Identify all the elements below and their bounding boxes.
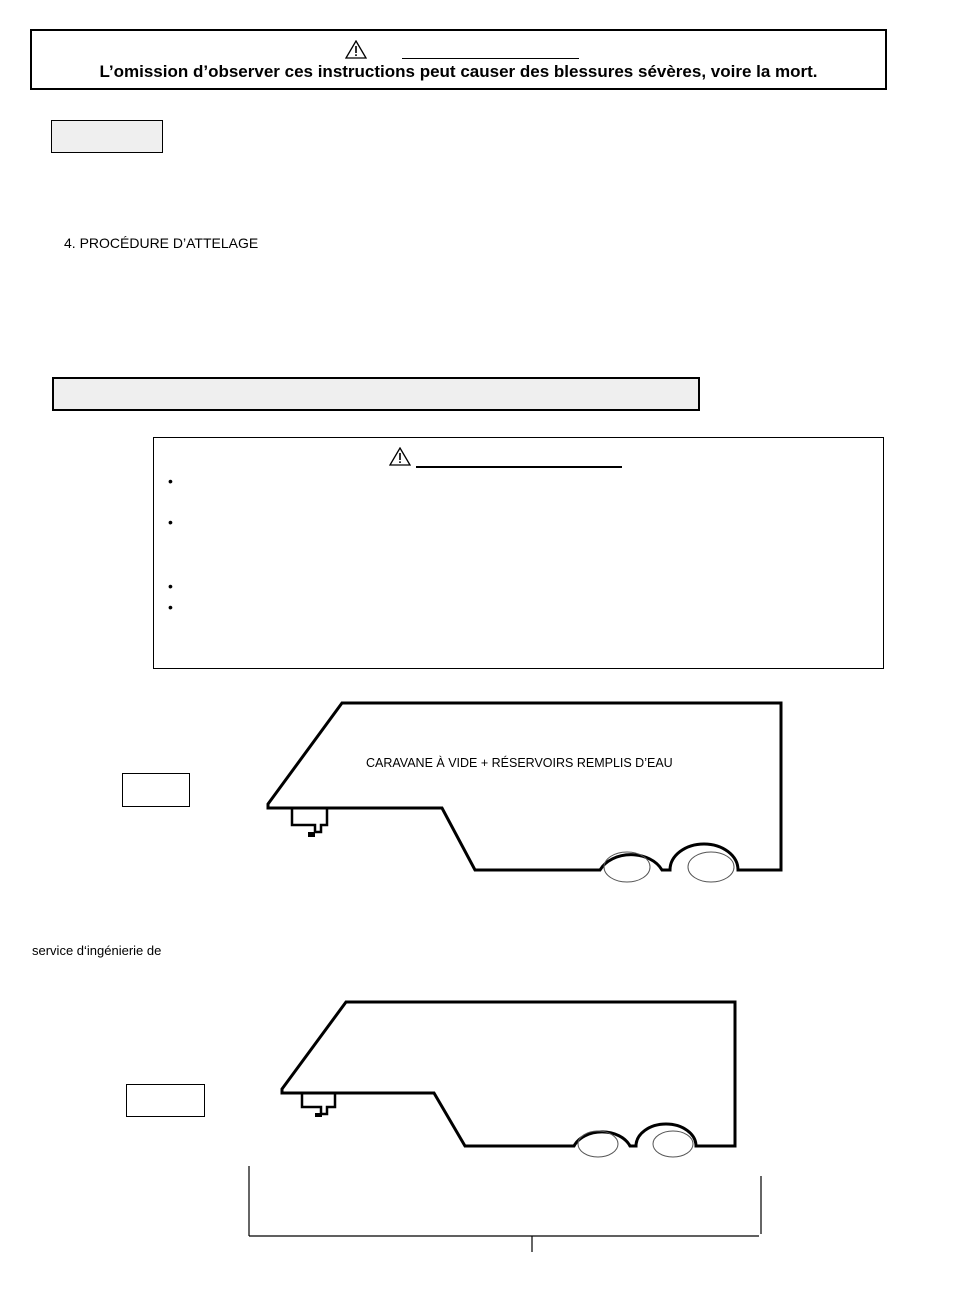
bullet-marker: • (168, 473, 173, 489)
trailer-diagram-1 (260, 695, 790, 890)
bullet-warning-box (153, 437, 884, 669)
trailer-diagram-2 (272, 995, 747, 1165)
bullet-marker: • (168, 578, 173, 594)
gray-label-box (51, 120, 163, 153)
warning-title-underline (402, 58, 579, 59)
gray-banner-box (52, 377, 700, 411)
bullet-marker: • (168, 599, 173, 615)
warning-title-underline (416, 466, 622, 468)
bracket-lines (240, 1160, 770, 1255)
top-warning-box (30, 29, 887, 90)
bullet-marker: • (168, 514, 173, 530)
diagram2-label-box (126, 1084, 205, 1117)
diagram1-label-box (122, 773, 190, 807)
top-warning-text: L’omission d’observer ces instructions peut causer des blessures sévères, voire la mort. (99, 62, 818, 81)
fragment-text: service d‘ingénierie de (32, 943, 162, 958)
warning-triangle-icon (389, 447, 411, 466)
diagram1-caption: CARAVANE À VIDE + RÉSERVOIRS REMPLIS D’EAU (366, 756, 673, 770)
warning-triangle-icon (345, 40, 367, 59)
section-heading: 4. PROCÉDURE D’ATTELAGE (64, 235, 259, 251)
